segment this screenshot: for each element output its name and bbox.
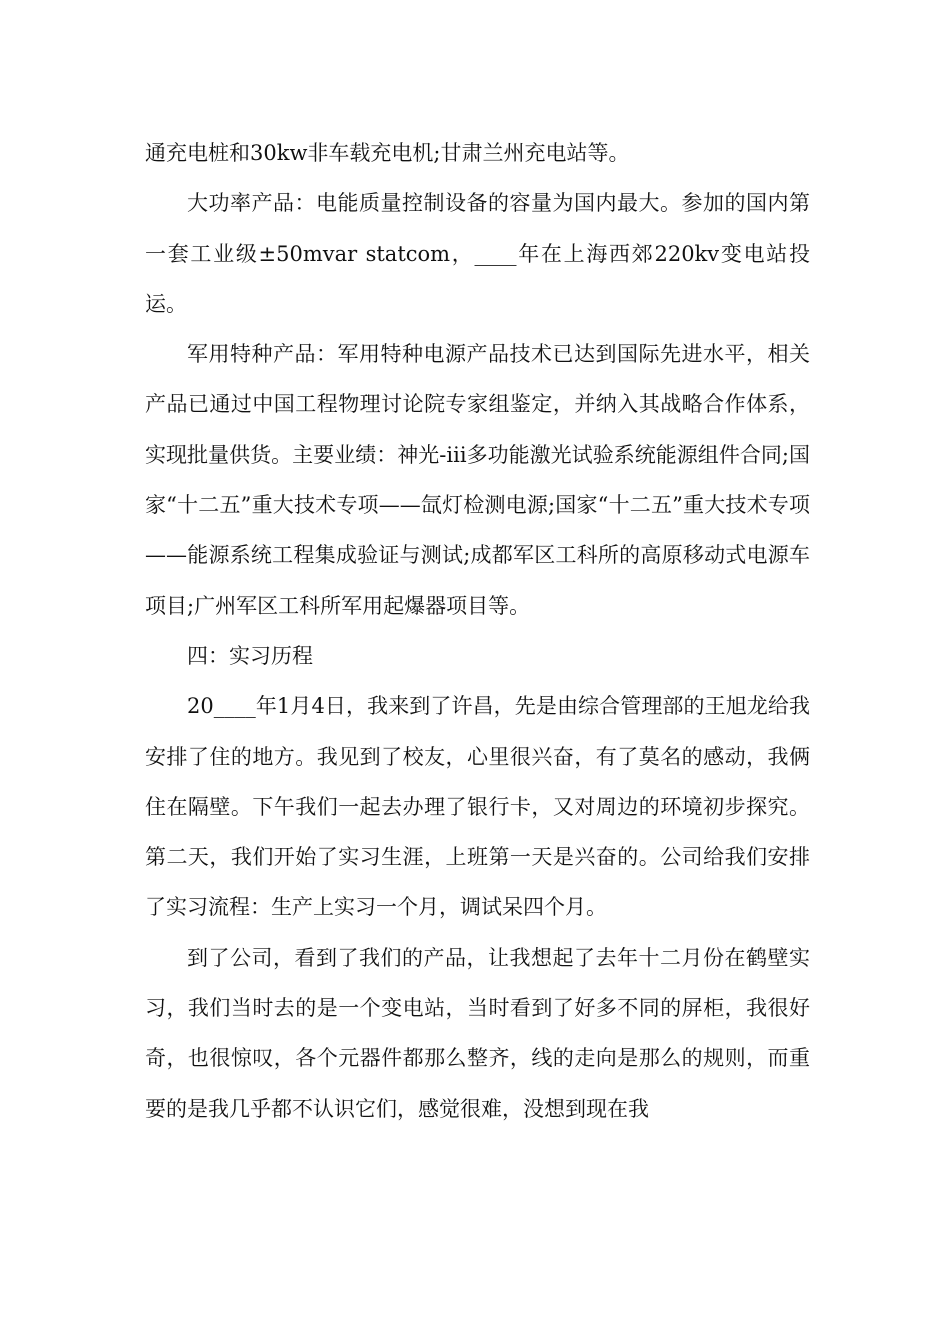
paragraph-military-products: 军用特种产品：军用特种电源产品技术已达到国际先进水平，相关产品已通过中国工程物理讨论院专家组鉴定，并纳入其战略合作体系，实现批量供货。主要业绩：神光-iii多功能激光试验系统能源组件合同;国家“十二五”重大技术专项——氙灯检测电源;国家“十二五”重大技术专项——能源系统工程集成验证与测试;成都军区工科所的高原移动式电源车项目;广州军区工科所军用起爆器项目等。 <box>145 342 810 618</box>
paragraph-charging-stations: 通充电桩和30kw非车载充电机;甘肃兰州充电站等。 <box>145 141 630 165</box>
document-page <box>145 128 810 1134</box>
paragraph-company-products: 到了公司，看到了我们的产品，让我想起了去年十二月份在鹤壁实习，我们当时去的是一个变电站，当时看到了好多不同的屏柜，我很好奇，也很惊叹，各个元器件都那么整齐，线的走向是那么的规则，而重要的是我几乎都不认识它们，感觉很难，没想到现在我 <box>145 945 810 1121</box>
section-heading-internship: 四：实习历程 <box>187 643 313 668</box>
paragraph-arrival: 20____年1月4日，我来到了许昌，先是由综合管理部的王旭龙给我安排了住的地方。我见到了校友，心里很兴奋，有了莫名的感动，我俩住在隔壁。下午我们一起去办理了银行卡，又对周边的环境初步探究。第二天，我们开始了实习生涯，上班第一天是兴奋的。公司给我们安排了实习流程：生产上实习一个月，调试呆四个月。 <box>145 694 810 920</box>
paragraph-high-power-products: 大功率产品：电能质量控制设备的容量为国内最大。参加的国内第一套工业级±50mvar statcom，____年在上海西郊220kv变电站投运。 <box>145 191 810 316</box>
